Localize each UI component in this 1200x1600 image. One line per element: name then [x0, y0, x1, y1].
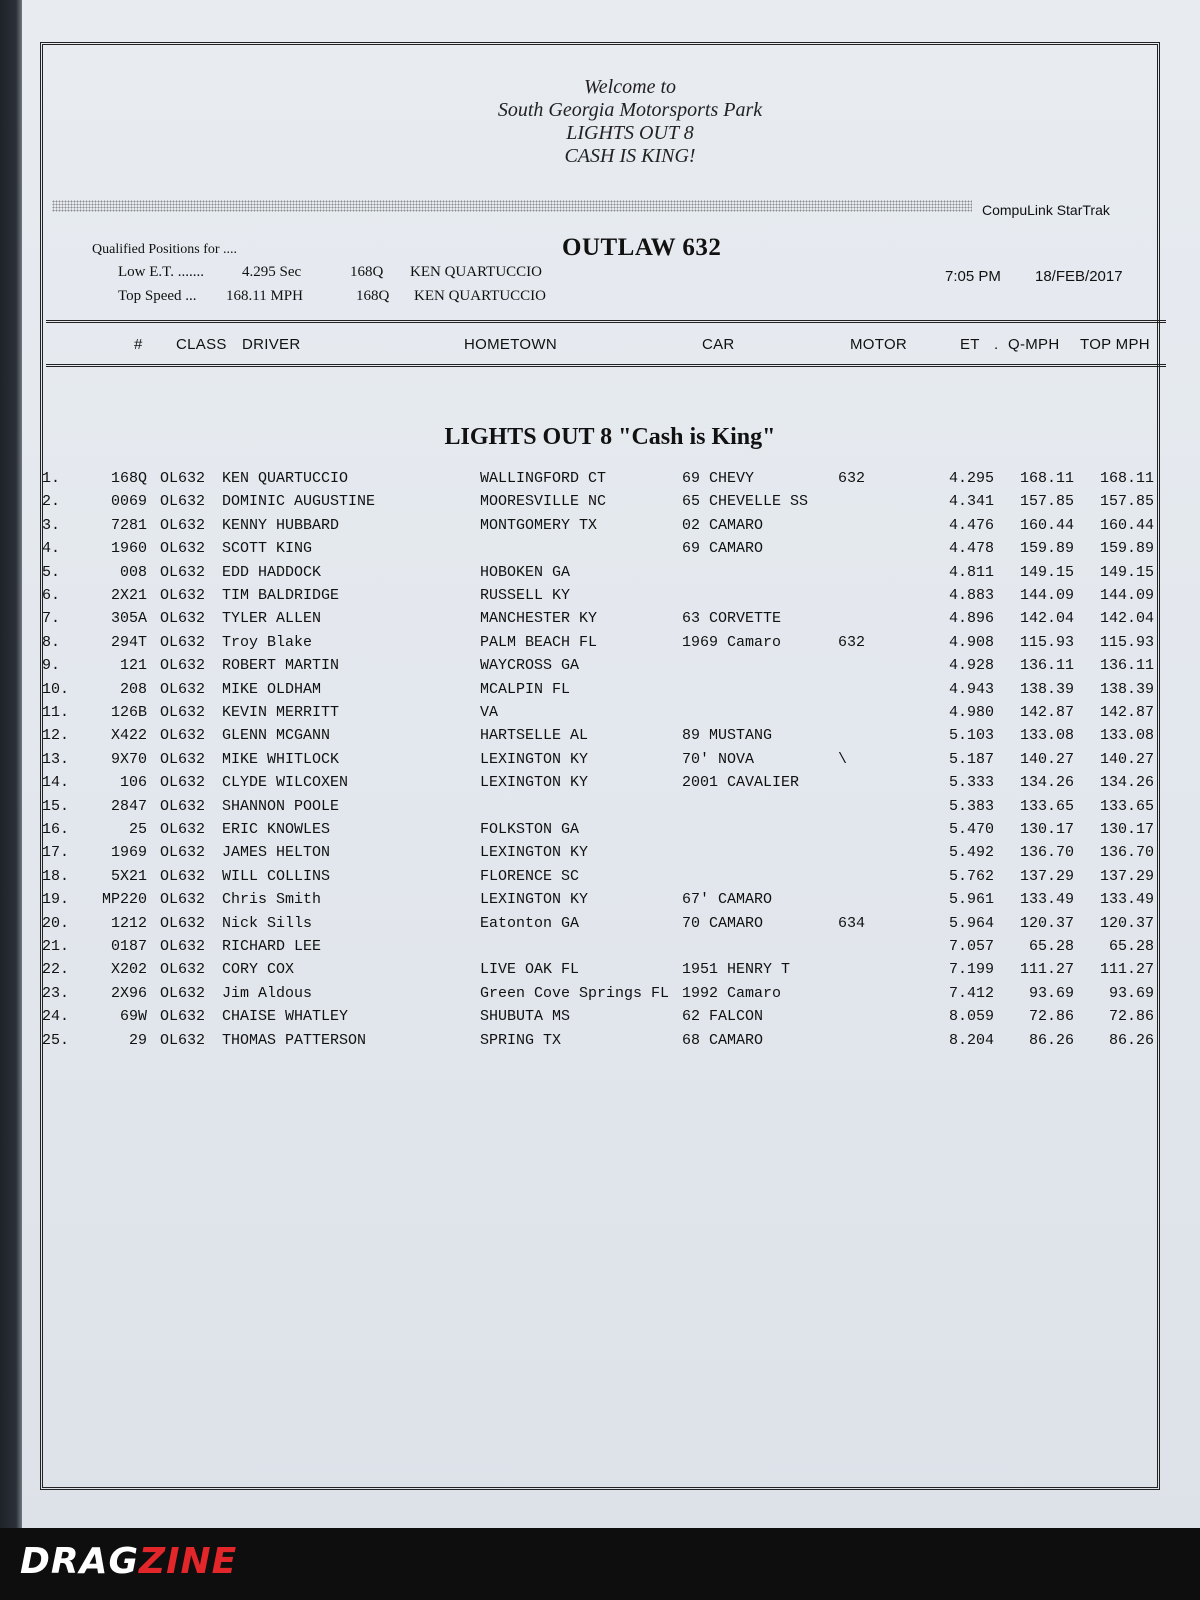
car-number: 1969: [110, 844, 147, 862]
car-model: 69 CHEVY: [682, 470, 755, 487]
car-class: OL632: [160, 610, 206, 628]
row-position: 3.: [42, 516, 61, 534]
elapsed-time: 8.204: [948, 1031, 994, 1049]
row-position: 17.: [42, 844, 70, 862]
qualified-label: Qualified Positions for ....: [92, 242, 238, 257]
hometown: WALLINGFORD CT: [480, 470, 607, 487]
hometown: MCALPIN FL: [480, 680, 571, 698]
table-row: [0, 1008, 1200, 1032]
row-position: 10.: [42, 680, 70, 698]
elapsed-time: 5.187: [948, 750, 994, 768]
table-row: [0, 657, 1200, 681]
car-model: 62 FALCON: [682, 1008, 764, 1026]
top-mph: 138.39: [1099, 680, 1154, 698]
elapsed-time: 4.295: [948, 470, 994, 487]
car-number: 168Q: [110, 470, 147, 487]
row-position: 22.: [42, 961, 70, 979]
qualifying-mph: 168.11: [1019, 470, 1074, 487]
col-motor: MOTOR: [850, 336, 908, 353]
car-number: 008: [119, 563, 147, 581]
car-class: OL632: [160, 914, 206, 932]
top-mph: 65.28: [1108, 938, 1154, 955]
top-mph: 120.37: [1099, 914, 1154, 932]
qualifying-mph: 133.49: [1019, 891, 1074, 909]
table-row: [0, 798, 1200, 822]
hometown: PALM BEACH FL: [480, 633, 598, 651]
top-mph: 93.69: [1108, 984, 1154, 1002]
brand-label: CompuLink StarTrak: [982, 202, 1110, 218]
qualifying-mph: 137.29: [1019, 867, 1074, 885]
driver-name: THOMAS PATTERSON: [222, 1031, 367, 1049]
driver-name: RICHARD LEE: [222, 938, 322, 955]
low-et-number: 168Q: [350, 264, 384, 280]
col-hometown: HOMETOWN: [464, 336, 557, 353]
qualifying-mph: 136.11: [1019, 657, 1074, 675]
top-mph: 137.29: [1099, 867, 1154, 885]
driver-name: WILL COLLINS: [222, 867, 331, 885]
car-model: 70' NOVA: [682, 750, 755, 768]
hometown: LEXINGTON KY: [480, 750, 589, 768]
qualifying-mph: 159.89: [1019, 540, 1074, 558]
top-mph: 134.26: [1099, 774, 1154, 792]
car-number: 1212: [110, 914, 147, 932]
row-position: 7.: [42, 610, 61, 628]
elapsed-time: 4.980: [948, 704, 994, 721]
row-position: 16.: [42, 821, 70, 838]
table-row: [0, 517, 1200, 541]
row-position: 20.: [42, 914, 70, 932]
car-class: OL632: [160, 540, 206, 558]
car-number: 126B: [110, 704, 147, 721]
table-row: [0, 961, 1200, 985]
hometown: LEXINGTON KY: [480, 891, 589, 909]
top-mph: 136.11: [1099, 657, 1154, 675]
driver-name: ROBERT MARTIN: [222, 657, 340, 675]
car-class: OL632: [160, 563, 206, 581]
qualifying-mph: 120.37: [1019, 914, 1074, 932]
qualifying-mph: 160.44: [1019, 516, 1074, 534]
table-row: [0, 821, 1200, 845]
driver-name: CHAISE WHATLEY: [222, 1008, 349, 1026]
car-class: OL632: [160, 1008, 206, 1026]
hometown: VA: [480, 704, 499, 721]
table-row: [0, 540, 1200, 564]
car-class: OL632: [160, 680, 206, 698]
table-row: [0, 493, 1200, 517]
hometown: RUSSELL KY: [480, 587, 571, 604]
elapsed-time: 5.762: [948, 867, 994, 885]
qualifying-mph: 133.08: [1019, 727, 1074, 745]
car-model: 02 CAMARO: [682, 516, 764, 534]
driver-name: KEVIN MERRITT: [222, 704, 340, 721]
row-position: 12.: [42, 727, 70, 745]
qualifying-mph: 72.86: [1028, 1008, 1074, 1026]
logo-part-zine: ZINE: [139, 1541, 238, 1582]
top-mph: 133.49: [1099, 891, 1154, 909]
row-position: 5.: [42, 563, 61, 581]
col-class: CLASS: [176, 336, 227, 353]
car-number: 208: [119, 680, 147, 698]
row-position: 9.: [42, 657, 61, 675]
row-position: 18.: [42, 867, 70, 885]
qualifying-mph: 93.69: [1028, 984, 1074, 1002]
event-name: LIGHTS OUT 8: [566, 122, 694, 144]
driver-name: CLYDE WILCOXEN: [222, 774, 349, 792]
elapsed-time: 5.103: [948, 727, 994, 745]
row-position: 6.: [42, 587, 61, 604]
car-number: 29: [128, 1031, 147, 1049]
motor: 632: [838, 470, 866, 487]
footer-bar: [0, 1528, 1200, 1600]
car-number: 2X96: [110, 984, 147, 1002]
top-mph: 130.17: [1099, 821, 1154, 838]
qualifying-mph: 142.87: [1019, 704, 1074, 721]
car-class: OL632: [160, 844, 206, 862]
car-class: OL632: [160, 774, 206, 792]
car-number: 121: [119, 657, 147, 675]
row-position: 25.: [42, 1031, 70, 1049]
top-mph: 133.08: [1099, 727, 1154, 745]
elapsed-time: 5.383: [948, 797, 994, 815]
table-row: [0, 727, 1200, 751]
car-class: OL632: [160, 821, 206, 838]
top-mph: 142.04: [1099, 610, 1154, 628]
table-row: [0, 868, 1200, 892]
elapsed-time: 5.333: [948, 774, 994, 792]
driver-name: KEN QUARTUCCIO: [222, 470, 349, 487]
driver-name: ERIC KNOWLES: [222, 821, 331, 838]
table-row: [0, 704, 1200, 728]
table-row: [0, 751, 1200, 775]
car-number: MP220: [101, 891, 147, 909]
car-number: 2847: [110, 797, 147, 815]
car-model: 2001 CAVALIER: [682, 774, 800, 792]
col-et: ET: [960, 336, 980, 353]
car-class: OL632: [160, 750, 206, 768]
event-tagline: CASH IS KING!: [564, 145, 696, 167]
driver-name: Nick Sills: [222, 914, 313, 932]
elapsed-time: 7.199: [948, 961, 994, 979]
car-class: OL632: [160, 727, 206, 745]
motor: 634: [838, 914, 866, 932]
top-mph: 142.87: [1099, 704, 1154, 721]
row-position: 24.: [42, 1008, 70, 1026]
header-divider-bottom: [46, 364, 1166, 367]
col-car: CAR: [702, 336, 735, 353]
hometown: MANCHESTER KY: [480, 610, 598, 628]
car-number: 25: [128, 821, 147, 838]
driver-name: MIKE OLDHAM: [222, 680, 322, 698]
top-mph: 168.11: [1099, 470, 1154, 487]
col-top-mph: TOP MPH: [1080, 336, 1150, 353]
car-class: OL632: [160, 587, 206, 604]
top-mph: 115.93: [1099, 633, 1154, 651]
car-model: 69 CAMARO: [682, 540, 764, 558]
row-position: 21.: [42, 938, 70, 955]
driver-name: SCOTT KING: [222, 540, 313, 558]
table-row: [0, 610, 1200, 634]
qualifying-mph: 157.85: [1019, 493, 1074, 511]
car-number: 305A: [110, 610, 147, 628]
car-model: 89 MUSTANG: [682, 727, 773, 745]
car-number: 69W: [119, 1008, 147, 1026]
qualifying-mph: 130.17: [1019, 821, 1074, 838]
low-et-label: Low E.T. .......: [118, 264, 204, 280]
elapsed-time: 4.341: [948, 493, 994, 511]
hometown: SHUBUTA MS: [480, 1008, 571, 1026]
top-mph: 136.70: [1099, 844, 1154, 862]
top-mph: 72.86: [1108, 1008, 1154, 1026]
car-model: 1969 Camaro: [682, 633, 782, 651]
elapsed-time: 7.057: [948, 938, 994, 955]
top-mph: 160.44: [1099, 516, 1154, 534]
qualifying-mph: 142.04: [1019, 610, 1074, 628]
car-model: 67' CAMARO: [682, 891, 773, 909]
top-mph: 149.15: [1099, 563, 1154, 581]
hometown: HARTSELLE AL: [480, 727, 589, 745]
car-class: OL632: [160, 516, 206, 534]
elapsed-time: 4.811: [948, 563, 994, 581]
table-row: [0, 985, 1200, 1009]
driver-name: Troy Blake: [222, 633, 313, 651]
driver-name: KENNY HUBBARD: [222, 516, 340, 534]
driver-name: TYLER ALLEN: [222, 610, 322, 628]
driver-name: JAMES HELTON: [222, 844, 331, 862]
top-speed-value: 168.11 MPH: [226, 288, 303, 304]
welcome-line: Welcome to: [583, 76, 676, 98]
elapsed-time: 5.470: [948, 821, 994, 838]
car-model: 63 CORVETTE: [682, 610, 782, 628]
col-driver: DRIVER: [242, 336, 301, 353]
hometown: Eatonton GA: [480, 914, 580, 932]
car-class: OL632: [160, 867, 206, 885]
low-et-value: 4.295 Sec: [242, 264, 302, 280]
hometown: MOORESVILLE NC: [480, 493, 607, 511]
car-number: 0187: [110, 938, 147, 955]
row-position: 2.: [42, 493, 61, 511]
car-class: OL632: [160, 938, 206, 955]
hometown: MONTGOMERY TX: [480, 516, 598, 534]
car-class: OL632: [160, 493, 206, 511]
car-class: OL632: [160, 1031, 206, 1049]
qualifying-mph: 111.27: [1019, 961, 1074, 979]
table-row: [0, 470, 1200, 494]
elapsed-time: 4.908: [948, 633, 994, 651]
car-number: 7281: [110, 516, 147, 534]
car-model: 1992 Camaro: [682, 984, 782, 1002]
hometown: WAYCROSS GA: [480, 657, 580, 675]
driver-name: Jim Aldous: [222, 984, 313, 1002]
car-model: 1951 HENRY T: [682, 961, 791, 979]
top-speed-driver: KEN QUARTUCCIO: [414, 288, 547, 304]
qualifying-mph: 138.39: [1019, 680, 1074, 698]
qualifying-mph: 86.26: [1028, 1031, 1074, 1049]
car-number: X202: [110, 961, 147, 979]
elapsed-time: 4.928: [948, 657, 994, 675]
car-class: OL632: [160, 891, 206, 909]
elapsed-time: 4.478: [948, 540, 994, 558]
top-speed-number: 168Q: [356, 288, 390, 304]
elapsed-time: 8.059: [948, 1008, 994, 1026]
venue-name: South Georgia Motorsports Park: [497, 99, 763, 121]
time-label: 7:05 PM: [945, 268, 1001, 285]
motor: \: [838, 750, 848, 768]
car-class: OL632: [160, 984, 206, 1002]
qualifying-mph: 136.70: [1019, 844, 1074, 862]
car-number: 1960: [110, 540, 147, 558]
top-speed-label: Top Speed ...: [118, 288, 197, 304]
driver-name: SHANNON POOLE: [222, 797, 340, 815]
driver-name: DOMINIC AUGUSTINE: [222, 493, 376, 511]
qualifying-mph: 144.09: [1019, 587, 1074, 604]
table-row: [0, 915, 1200, 939]
hometown: HOBOKEN GA: [480, 563, 571, 581]
table-row: [0, 587, 1200, 611]
col-number: #: [134, 336, 143, 353]
elapsed-time: 4.476: [948, 516, 994, 534]
row-position: 15.: [42, 797, 70, 815]
car-model: 70 CAMARO: [682, 914, 764, 932]
dotted-divider: [52, 200, 972, 212]
car-model: 68 CAMARO: [682, 1031, 764, 1049]
driver-name: GLENN MCGANN: [222, 727, 331, 745]
top-mph: 157.85: [1099, 493, 1154, 511]
hometown: FLORENCE SC: [480, 867, 580, 885]
col-separator: .: [994, 336, 999, 353]
low-et-driver: KEN QUARTUCCIO: [410, 264, 543, 280]
elapsed-time: 4.943: [948, 680, 994, 698]
qualifying-mph: 133.65: [1019, 797, 1074, 815]
driver-name: TIM BALDRIDGE: [222, 587, 340, 604]
car-number: 294T: [110, 633, 147, 651]
table-row: [0, 938, 1200, 962]
hometown: LIVE OAK FL: [480, 961, 580, 979]
qualifying-mph: 115.93: [1019, 633, 1074, 651]
top-mph: 144.09: [1099, 587, 1154, 604]
dragzine-logo[interactable]: [20, 1542, 237, 1582]
driver-name: EDD HADDOCK: [222, 563, 322, 581]
hometown: SPRING TX: [480, 1031, 562, 1049]
top-mph: 86.26: [1108, 1031, 1154, 1049]
top-mph: 140.27: [1099, 750, 1154, 768]
row-position: 14.: [42, 774, 70, 792]
elapsed-time: 7.412: [948, 984, 994, 1002]
row-position: 11.: [42, 704, 70, 721]
hometown: LEXINGTON KY: [480, 774, 589, 792]
driver-name: Chris Smith: [222, 891, 322, 909]
hometown: LEXINGTON KY: [480, 844, 589, 862]
row-position: 23.: [42, 984, 70, 1002]
driver-name: CORY COX: [222, 961, 295, 979]
hometown: FOLKSTON GA: [480, 821, 580, 838]
table-row: [0, 891, 1200, 915]
row-position: 4.: [42, 540, 61, 558]
date-label: 18/FEB/2017: [1035, 268, 1123, 285]
elapsed-time: 5.492: [948, 844, 994, 862]
car-class: OL632: [160, 961, 206, 979]
elapsed-time: 4.896: [948, 610, 994, 628]
table-row: [0, 1032, 1200, 1056]
car-number: 106: [119, 774, 147, 792]
car-number: 2X21: [110, 587, 147, 604]
row-position: 19.: [42, 891, 70, 909]
results-title: LIGHTS OUT 8 "Cash is King": [444, 424, 776, 450]
qualifying-mph: 140.27: [1019, 750, 1074, 768]
car-class: OL632: [160, 704, 206, 721]
table-row: [0, 681, 1200, 705]
driver-name: MIKE WHITLOCK: [222, 750, 340, 768]
qualifying-mph: 149.15: [1019, 563, 1074, 581]
qualifying-mph: 65.28: [1028, 938, 1074, 955]
motor: 632: [838, 633, 866, 651]
table-row: [0, 774, 1200, 798]
car-number: 9X70: [110, 750, 147, 768]
table-row: [0, 844, 1200, 868]
hometown: Green Cove Springs FL: [480, 984, 670, 1002]
car-class: OL632: [160, 633, 206, 651]
top-mph: 159.89: [1099, 540, 1154, 558]
elapsed-time: 5.961: [948, 891, 994, 909]
car-number: 5X21: [110, 867, 147, 885]
car-class: OL632: [160, 797, 206, 815]
car-model: 65 CHEVELLE SS: [682, 493, 809, 511]
table-row: [0, 634, 1200, 658]
car-class: OL632: [160, 470, 206, 487]
welcome-header: [360, 76, 900, 168]
row-position: 8.: [42, 633, 61, 651]
table-row: [0, 564, 1200, 588]
top-mph: 111.27: [1099, 961, 1154, 979]
elapsed-time: 4.883: [948, 587, 994, 604]
qualifying-mph: 134.26: [1019, 774, 1074, 792]
class-title: OUTLAW 632: [562, 234, 722, 261]
elapsed-time: 5.964: [948, 914, 994, 932]
header-divider-top: [46, 320, 1166, 323]
car-number: X422: [110, 727, 147, 745]
row-position: 1.: [42, 470, 61, 487]
col-qmph: Q-MPH: [1008, 336, 1060, 353]
logo-part-drag: DRAG: [20, 1541, 140, 1582]
car-class: OL632: [160, 657, 206, 675]
row-position: 13.: [42, 750, 70, 768]
car-number: 0069: [110, 493, 147, 511]
top-mph: 133.65: [1099, 797, 1154, 815]
